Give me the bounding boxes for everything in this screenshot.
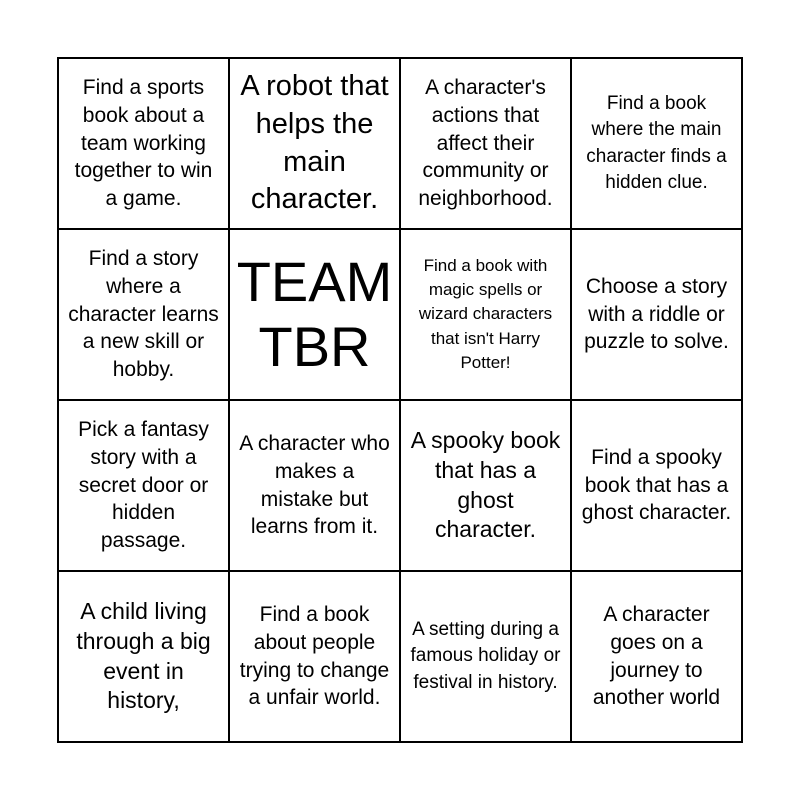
cell-text: Find a spooky book that has a ghost character.: [581, 445, 732, 525]
cell-text: A character who makes a mistake but learns from it.: [239, 432, 390, 539]
cell-text: A child living through a big event in history,: [76, 597, 211, 714]
bingo-board: [57, 57, 743, 743]
cell-text: Pick a fantasy story with a secret door or hidden passage.: [78, 418, 209, 553]
cell-text: A character goes on a journey to another world: [592, 603, 721, 710]
cell-text: Find a sports book about a team working together to win a game.: [74, 76, 213, 211]
cell-text: Find a book about people trying to change a unfair world.: [239, 603, 390, 710]
cell-text: Find a book with magic spells or wizard characters that isn't Harry Potter!: [418, 256, 553, 372]
bingo-cell[interactable]: [571, 571, 742, 742]
bingo-cell[interactable]: [58, 229, 229, 400]
free-space-cell[interactable]: [229, 229, 400, 400]
bingo-cell[interactable]: [58, 58, 229, 229]
cell-text: Find a story where a character learns a new skill or hobby.: [68, 247, 219, 382]
bingo-cell[interactable]: [571, 58, 742, 229]
bingo-cell[interactable]: [571, 400, 742, 571]
bingo-cell[interactable]: [229, 58, 400, 229]
cell-text: Choose a story with a riddle or puzzle to solve.: [584, 274, 729, 354]
bingo-cell[interactable]: [400, 571, 571, 742]
bingo-cell[interactable]: [58, 400, 229, 571]
cell-text: A setting during a famous holiday or festival in history.: [410, 619, 561, 693]
bingo-cell[interactable]: [229, 571, 400, 742]
bingo-cell[interactable]: [400, 400, 571, 571]
bingo-cell[interactable]: [400, 58, 571, 229]
cell-text: A spooky book that has a ghost character.: [410, 426, 561, 543]
bingo-cell[interactable]: [58, 571, 229, 742]
cell-text: A character's actions that affect their community or neighborhood.: [418, 76, 553, 211]
cell-text: Find a book where the main character finds a hidden clue.: [586, 93, 727, 193]
cell-text: A robot that helps the main character.: [240, 70, 389, 216]
bingo-cell[interactable]: [229, 400, 400, 571]
bingo-cell[interactable]: [571, 229, 742, 400]
bingo-cell[interactable]: [400, 229, 571, 400]
free-space-text: TEAM TBR: [236, 250, 393, 378]
